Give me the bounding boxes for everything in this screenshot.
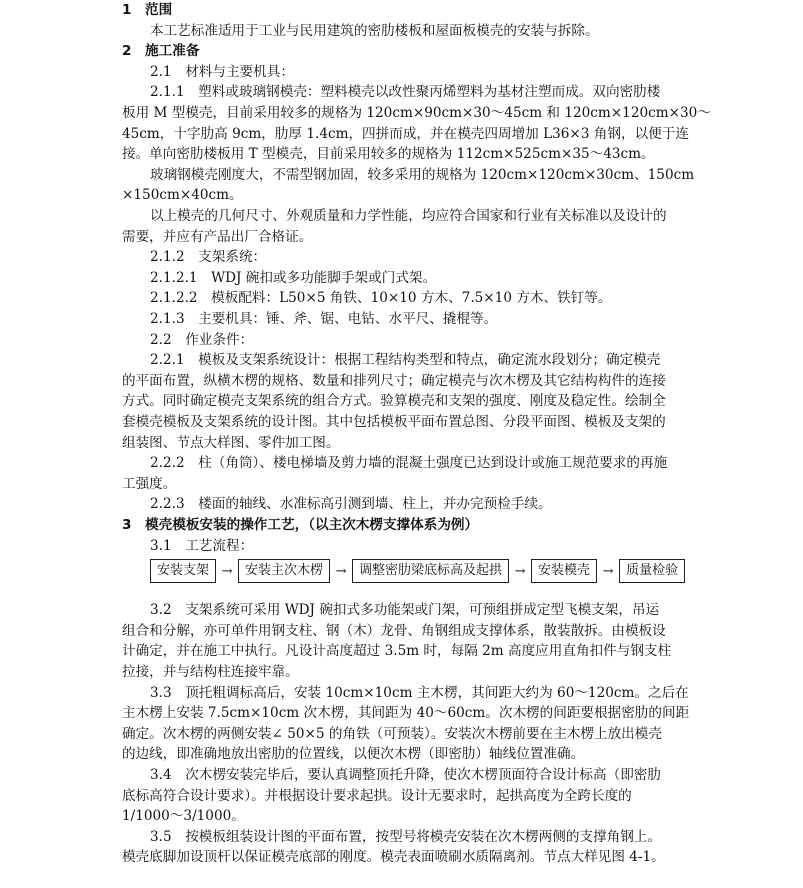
paragraph-line: 拉接，并与结构柱连接牢靠。 [122, 664, 299, 680]
paragraph-line: 2.2.1 模板及支架系统设计：根据工程结构类型和特点，确定流水段划分；确定模壳 [150, 352, 661, 369]
paragraph-line: 的平面布置，纵横木楞的规格、数量和排列尺寸；确定模壳与次木楞及其它结构构件的连接 [122, 372, 666, 389]
flow-step-quality-check: 质量检验 [619, 559, 685, 583]
process-flow-diagram [150, 558, 685, 584]
paragraph-line: 工强度。 [122, 475, 177, 492]
paragraph-line: 3.3 顶托粗调标高后，安装 10cm×10cm 主木楞，其间距大约为 60～120cm。之后在 [150, 684, 689, 701]
paragraph-line: 3.4 次木楞安装完毕后，要认真调整顶托升降，使次木楞顶面符合设计标高（即密肋 [150, 767, 661, 783]
paragraph-line: 本工艺标准适用于工业与民用建筑的密肋楼板和屋面板模壳的安装与拆除。 [150, 22, 599, 39]
paragraph-line: 45cm，十字肋高 9cm，肋厚 1.4cm，四拼而成，并在模壳四周增加 L36×3 角钢，以便于连 [122, 125, 689, 142]
flow-step-install-joists: 安装主次木楞 [238, 559, 330, 583]
paragraph-line: 组合和分解，亦可单件用钢支柱、钢（木）龙骨、角钢组成支撑体系，散装散拆。由模板设 [122, 622, 666, 639]
paragraph-line: 确定。次木楞的两侧安装∠ 50×5 的角铁（可预装）。安装次木楞前要在主木楞上放出模壳 [122, 725, 662, 742]
paragraph-line: 板用 M 型模壳，目前采用较多的规格为 120cm×90cm×30～45cm 和 120cm×120cm×30～ [122, 105, 711, 121]
subsection-heading: 3.1 工艺流程： [150, 537, 254, 554]
section-3-heading: 3 模壳模板安装的操作工艺，（以主次木楞支撑体系为例） [122, 517, 479, 533]
paragraph-line: 以上模壳的几何尺寸、外观质量和力学性能，均应符合国家和行业有关标准以及设计的 [150, 208, 667, 224]
paragraph-line [122, 868, 803, 888]
paragraph-line: 主木楞上安装 7.5cm×10cm 次木楞，其间距为 40～60cm。次木楞的间距要根据密肋的间距 [122, 705, 690, 722]
paragraph-line: 2.1.3 主要机具：锤、斧、锯、电钻、水平尺、撬棍等。 [150, 311, 498, 327]
subsection-heading: 2.2 作业条件： [150, 331, 254, 348]
flow-arrow-icon: → [221, 563, 233, 579]
subsection-heading: 2.1.2 支架系统： [150, 249, 267, 266]
paragraph-line: 2.1.2.2 模板配料：L50×5 角铁、10×10 方木、7.5×10 方木、铁钉等。 [150, 290, 612, 307]
paragraph-line: 2.1.1 塑料或玻璃钢模壳：塑料模壳以改性聚丙烯塑料为基材注塑而成。双向密肋楼 [150, 84, 661, 101]
paragraph-line: 底标高符合设计要求）。并根据设计要求起拱。设计无要求时，起拱高度为全跨长度的 [122, 787, 632, 804]
paragraph-line: 方式。同时确定模壳支架系统的组合方式。验算模壳和支架的强度、刚度及稳定性。绘制全 [122, 393, 666, 410]
paragraph-line: 组装图、节点大样图、零件加工图。 [122, 434, 340, 451]
paragraph-line: 计确定，并在施工中执行。凡设计高度超过 3.5m 时，每隔 2m 高度应用直角扣件与钢支柱 [122, 643, 672, 660]
paragraph-line: ×150cm×40cm。 [122, 187, 243, 204]
subsection-heading: 2.1 材料与主要机具： [150, 63, 294, 80]
section-2-heading: 2 施工准备 [122, 43, 200, 60]
flow-step-install-formwork: 安装模壳 [531, 559, 597, 583]
paragraph-line: 2.2.2 柱（角筒）、楼电梯墙及剪力墙的混凝土强度已达到设计或施工规范要求的再施 [150, 455, 668, 472]
paragraph-line: 3.5 按模板组装设计图的平面布置，按型号将模壳安装在次木楞两侧的支撑角钢上。 [150, 828, 661, 845]
paragraph-line: 接。单向密肋楼板用 T 型模壳，目前采用较多的规格为 112cm×525cm×35～43cm。 [122, 146, 655, 163]
paragraph-line: 的边线，即准确地放出密肋的位置线，以便次木楞（即密肋）轴线位置准确。 [122, 746, 585, 763]
flow-arrow-icon: → [602, 563, 614, 579]
paragraph-line: 1/1000～3/1000。 [122, 808, 245, 825]
paragraph-line: 套模壳模板及支架系统的设计图。其中包括模板平面布置总图、分段平面图、模板及支架的 [122, 414, 666, 430]
flow-step-adjust-elevation: 调整密肋梁底标高及起拱 [352, 559, 509, 583]
flow-arrow-icon: → [514, 563, 526, 579]
flow-arrow-icon: → [335, 563, 347, 579]
paragraph-line: 3.2 支架系统可采用 WDJ 碗扣式多功能架或门架，可预组拼成定型飞模支架，吊运 [150, 602, 660, 619]
paragraph-line: 模壳底脚加设顶杆以保证模壳底部的刚度。模壳表面喷刷水质隔离剂。节点大样见图 4-1。 [122, 849, 665, 866]
section-1-heading: 1 范围 [122, 2, 173, 18]
paragraph-line: 2.2.3 楼面的轴线、水准标高引测到墙、柱上，并办完预检手续。 [150, 496, 552, 513]
paragraph-line: 玻璃钢模壳刚度大，不需型钢加固，较多采用的规格为 120cm×120cm×30cm、150cm [150, 166, 695, 183]
flow-step-install-support: 安装支架 [150, 559, 216, 583]
paragraph-line: 需要，并应有产品出厂合格证。 [122, 228, 313, 245]
paragraph-line: 2.1.2.1 WDJ 碗扣或多功能脚手架或门式架。 [150, 269, 437, 286]
